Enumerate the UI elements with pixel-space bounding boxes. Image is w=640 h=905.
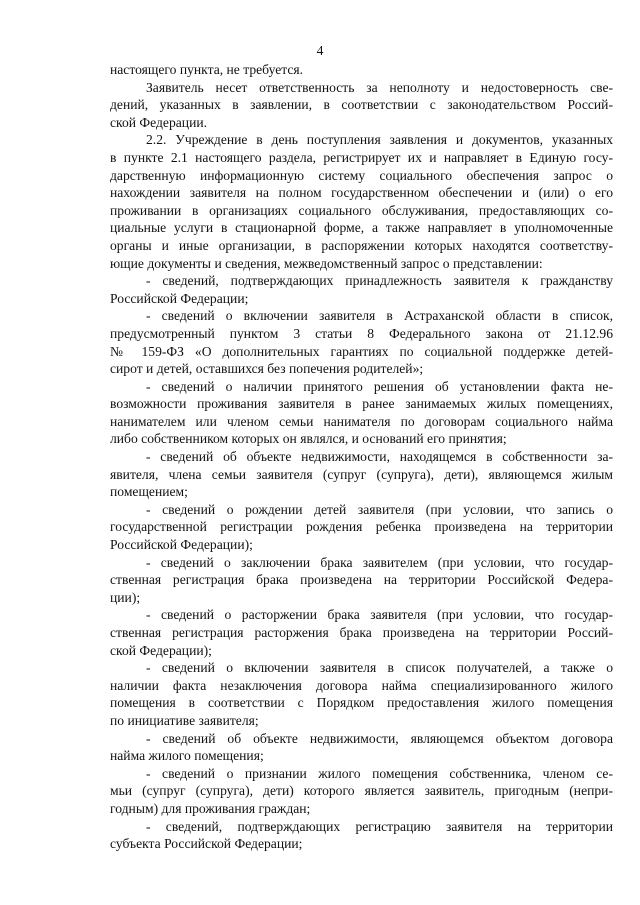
text-line: - сведений об объекте недвижимости, находящемся в собственности за- xyxy=(146,449,613,465)
paragraph xyxy=(110,272,613,307)
paragraph xyxy=(110,554,613,607)
document-body xyxy=(110,61,613,853)
text-line: - сведений о признании жилого помещения собственника, членом се- xyxy=(146,765,613,781)
text-line: - сведений об объекте недвижимости, являющемся объектом договора xyxy=(146,730,613,746)
text-line: Заявитель несет ответственность за неполноту и недостоверность све- xyxy=(146,79,613,95)
paragraph xyxy=(110,79,613,132)
text-line: нахождении заявителя на полном государственном обеспечении и (или) о его xyxy=(110,185,613,201)
text-line: ющие документы и сведения, межведомственный запрос о представлении: xyxy=(110,255,543,271)
text-line: ской Федерации. xyxy=(110,114,208,130)
text-line: - сведений о включении заявителя в список получателей, а также о xyxy=(146,660,613,676)
paragraph xyxy=(110,61,613,79)
text-line: явителя, члена семьи заявителя (супруг (супруга), дети), являющемся жилым xyxy=(110,466,613,482)
text-line: предусмотренный пунктом 3 статьи 8 Федерального закона от 21.12.96 xyxy=(110,325,613,341)
paragraph xyxy=(110,659,613,729)
text-line: - сведений о включении заявителя в Астраханской области в список, xyxy=(146,308,613,324)
text-line: № 159-ФЗ «О дополнительных гарантиях по социальной поддержке детей- xyxy=(110,343,613,359)
text-line: дарственную информационную систему социального обеспечения запрос о xyxy=(110,167,613,183)
text-line: - сведений о наличии принятого решения об установлении факта не- xyxy=(146,378,613,394)
text-line: помещения в соответствии с Порядком предоставления жилого помещения xyxy=(110,695,613,711)
text-line: в пункте 2.1 настоящего раздела, регистрирует их и направляет в Единую госу- xyxy=(110,149,613,165)
page-number: 4 xyxy=(316,43,324,58)
text-line: субъекта Российской Федерации; xyxy=(110,836,303,852)
text-line: - сведений о расторжении брака заявителя (при условии, что государ- xyxy=(146,607,613,623)
text-line: ственная регистрация брака произведена на территории Российской Федера- xyxy=(110,572,613,588)
text-line: ственная регистрация расторжения брака произведена на территории Россий- xyxy=(110,625,613,640)
text-line: настоящего пункта, не требуется. xyxy=(110,62,304,77)
text-line: органы и иные организации, в распоряжении которых находятся соответству- xyxy=(110,237,613,253)
paragraph xyxy=(110,501,613,554)
paragraph xyxy=(110,307,613,377)
text-line: помещением; xyxy=(110,484,188,500)
text-line: - сведений о рождении детей заявителя (при условии, что запись о xyxy=(146,501,613,517)
paragraph xyxy=(110,606,613,659)
text-line: годным) для проживания граждан; xyxy=(110,800,311,816)
text-line: наличии факта незаключения договора найма специализированного жилого xyxy=(110,677,613,693)
text-line: ской Федерации); xyxy=(110,642,212,658)
text-line: проживании в организациях социального обслуживания, предоставляющих со- xyxy=(110,202,613,218)
text-line: нанимателем или членом семьи нанимателя по договорам социального найма xyxy=(110,413,613,429)
text-line: Российской Федерации); xyxy=(110,537,253,553)
text-line: - сведений, подтверждающих регистрацию заявителя на территории xyxy=(146,818,613,834)
text-line: по инициативе заявителя; xyxy=(110,712,259,728)
text-line: либо собственником которых он являлся, и оснований его принятия; xyxy=(110,431,507,447)
paragraph xyxy=(110,730,613,765)
text-line: возможности проживания заявителя в ранее занимаемых жилых помещениях, xyxy=(110,396,613,412)
text-line: дений, указанных в заявлении, в соответствии с законодательством Россий- xyxy=(110,97,613,113)
text-line: 2.2. Учреждение в день поступления заявления и документов, указанных xyxy=(146,132,613,148)
text-line: - сведений о заключении брака заявителем (при условии, что государ- xyxy=(146,554,613,570)
paragraph xyxy=(110,378,613,448)
paragraph xyxy=(110,131,613,272)
paragraph xyxy=(110,765,613,818)
text-line: найма жилого помещения; xyxy=(110,748,264,764)
paragraph xyxy=(110,448,613,501)
text-line: ции); xyxy=(110,589,141,605)
text-line: - сведений, подтверждающих принадлежность заявителя к гражданству xyxy=(146,273,613,289)
text-line: Российской Федерации; xyxy=(110,290,249,306)
paragraph xyxy=(110,818,613,853)
text-line: сирот и детей, оставшихся без попечения родителей»; xyxy=(110,361,424,377)
text-line: государственной регистрации рождения ребенка произведена на территории xyxy=(110,519,613,535)
text-line: мьи (супруг (супруга), дети) которого является заявитель, пригодным (непри- xyxy=(110,783,613,799)
text-line: циальные услуги в стационарной форме, а также направляет в уполномоченные xyxy=(110,220,613,236)
